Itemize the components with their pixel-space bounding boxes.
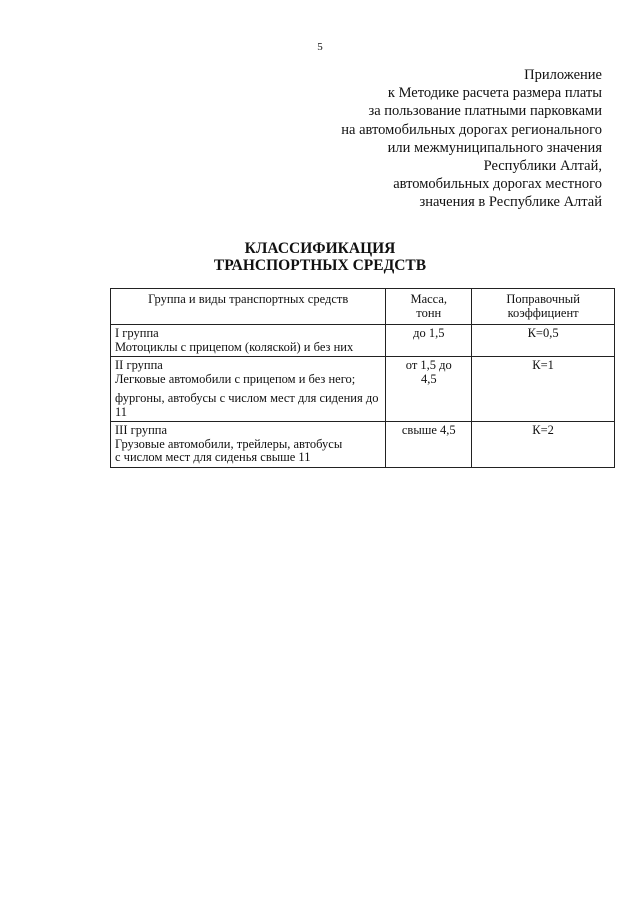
header-coefficient xyxy=(472,289,615,325)
header-group xyxy=(111,289,386,325)
row3-desc-2: с числом мест для сиденья свыше 11 xyxy=(115,450,311,464)
header-mass-line-1: Масса, xyxy=(410,292,448,306)
header-mass xyxy=(386,289,472,325)
page-number: 5 xyxy=(317,41,323,53)
document-title xyxy=(0,240,640,274)
appendix-line: автомобильных дорогах местного xyxy=(393,176,602,193)
row2-description xyxy=(111,357,386,422)
row3-desc-1: Грузовые автомобили, трейлеры, автобусы xyxy=(115,436,343,451)
row3-group: III группа xyxy=(115,423,168,437)
appendix-heading xyxy=(242,66,602,212)
appendix-line: на автомобильных дорогах регионального xyxy=(341,121,602,138)
appendix-line: Приложение xyxy=(524,67,602,83)
row2-desc-2: фургоны, автобусы с числом мест для сидения до 11 xyxy=(115,391,379,419)
row2-mass-line-1: от 1,5 до xyxy=(405,358,452,372)
row3-coefficient: К=2 xyxy=(472,422,615,468)
row3-mass: свыше 4,5 xyxy=(386,422,472,468)
header-coef-line-2: коэффициент xyxy=(507,305,579,320)
title-line-2: ТРАНСПОРТНЫХ СРЕДСТВ xyxy=(213,257,427,274)
row2-group: II группа xyxy=(115,358,163,372)
appendix-line: значения в Республике Алтай xyxy=(419,194,602,211)
row2-desc-1: Легковые автомобили с прицепом и без него; xyxy=(115,371,356,386)
appendix-line: за пользование платными парковками xyxy=(368,103,602,120)
row2-mass xyxy=(386,357,472,422)
row1-description xyxy=(111,325,386,357)
appendix-line: к Методике расчета размера платы xyxy=(387,85,602,102)
row2-mass-line-2: 4,5 xyxy=(420,371,437,386)
classification-table xyxy=(110,288,615,468)
appendix-line: Республики Алтай, xyxy=(483,158,602,175)
row3-description xyxy=(111,422,386,468)
title-line-1: КЛАССИФИКАЦИЯ xyxy=(244,240,396,257)
header-mass-line-2: тонн xyxy=(416,305,442,320)
table-row xyxy=(111,357,615,422)
row2-coefficient: К=1 xyxy=(472,357,615,422)
table-row xyxy=(111,422,615,468)
row1-mass: до 1,5 xyxy=(386,325,472,357)
row1-coefficient: К=0,5 xyxy=(472,325,615,357)
appendix-line: или межмуниципального значения xyxy=(387,139,602,156)
table-header-row xyxy=(111,289,615,325)
row1-desc: Мотоциклы с прицепом (коляской) и без них xyxy=(115,339,354,354)
header-group-label: Группа и виды транспортных средств xyxy=(148,292,349,306)
table-row xyxy=(111,325,615,357)
row1-group: I группа xyxy=(115,326,159,340)
header-coef-line-1: Поправочный xyxy=(506,292,580,306)
